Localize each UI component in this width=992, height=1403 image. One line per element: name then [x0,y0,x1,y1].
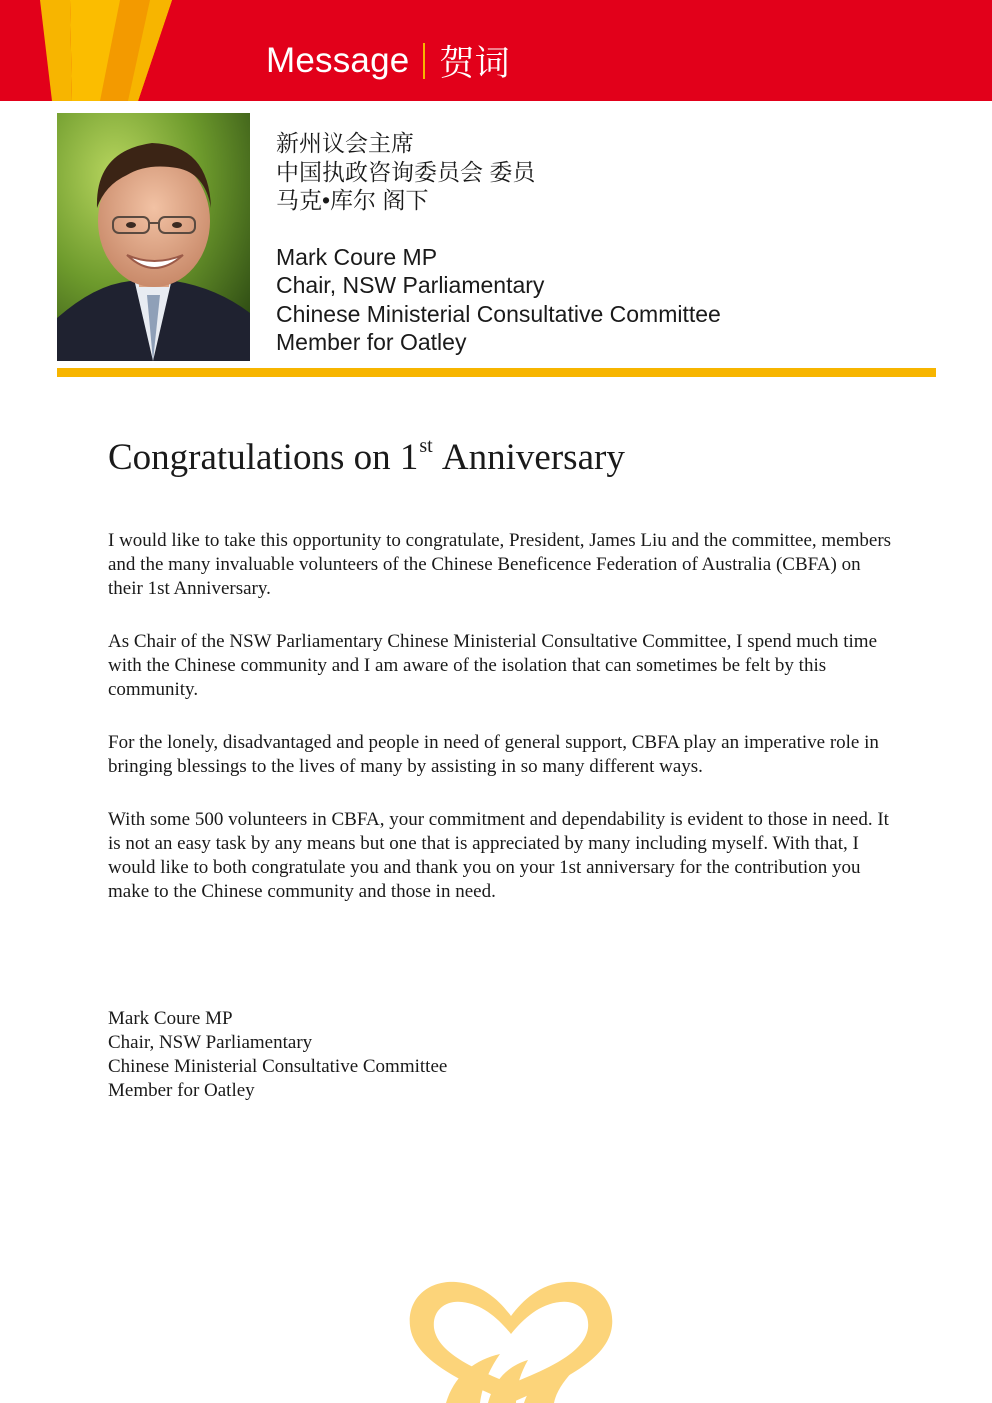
bio-en-line: Member for Oatley [276,329,467,355]
signature-block [108,1007,447,1103]
paragraph: As Chair of the NSW Parliamentary Chinese Ministerial Consultative Committee, I spend much time with the Chinese community and I am aware of the isolation that can sometimes be felt by this community. [108,631,878,700]
title-chinese: 贺词 [439,44,510,83]
title-english: Message [266,41,410,80]
heading-text: Congratulations on 1 [108,437,419,478]
signoff-line: Mark Coure MP [108,1008,233,1029]
paragraph: For the lonely, disadvantaged and people in need of general support, CBFA play an imperative role in bringing blessings to the lives of many by assisting in so many different ways. [108,732,879,777]
bio-zh-line: 马克•库尔 阁下 [276,187,429,213]
bio-en-line: Mark Coure MP [276,243,438,270]
bio-zh-line: 新州议会主席 [276,130,414,156]
heading-text-end: Anniversary [434,437,625,478]
header-band [0,0,992,101]
bio-block [276,129,721,357]
signoff-line: Chair, NSW Parliamentary [108,1032,313,1053]
header-decoration [0,0,260,101]
portrait-photo [57,113,250,361]
title-separator [423,43,425,79]
paragraph: I would like to take this opportunity to congratulate, President, James Liu and the committee, members and the many invaluable volunteers of the Chinese Beneficence Federation of Australia (CBFA) on their 1st Anniversary. [108,530,892,599]
bio-en-line: Chair, NSW Parliamentary [276,272,545,298]
paragraph: With some 500 volunteers in CBFA, your commitment and dependability is evident to those in need. It is not an easy task by any means but one that is appreciated by many including myself. With that, I would like to both congratulate you and thank you on your 1st anniversary for the contribution you make to the Chinese community and those in need. [108,809,889,902]
bio-zh-line: 中国执政咨询委员会 委员 [276,158,536,185]
bio-en-line: Chinese Ministerial Consultative Committee [276,300,721,327]
message-body [108,529,898,933]
heading-superscript: st [419,435,433,457]
message-heading [108,432,625,489]
page-title [266,36,510,86]
signoff-line: Chinese Ministerial Consultative Committee [108,1056,448,1077]
signoff-line: Member for Oatley [108,1080,255,1101]
divider-rule [57,368,936,377]
heart-logo-icon [404,1276,618,1403]
